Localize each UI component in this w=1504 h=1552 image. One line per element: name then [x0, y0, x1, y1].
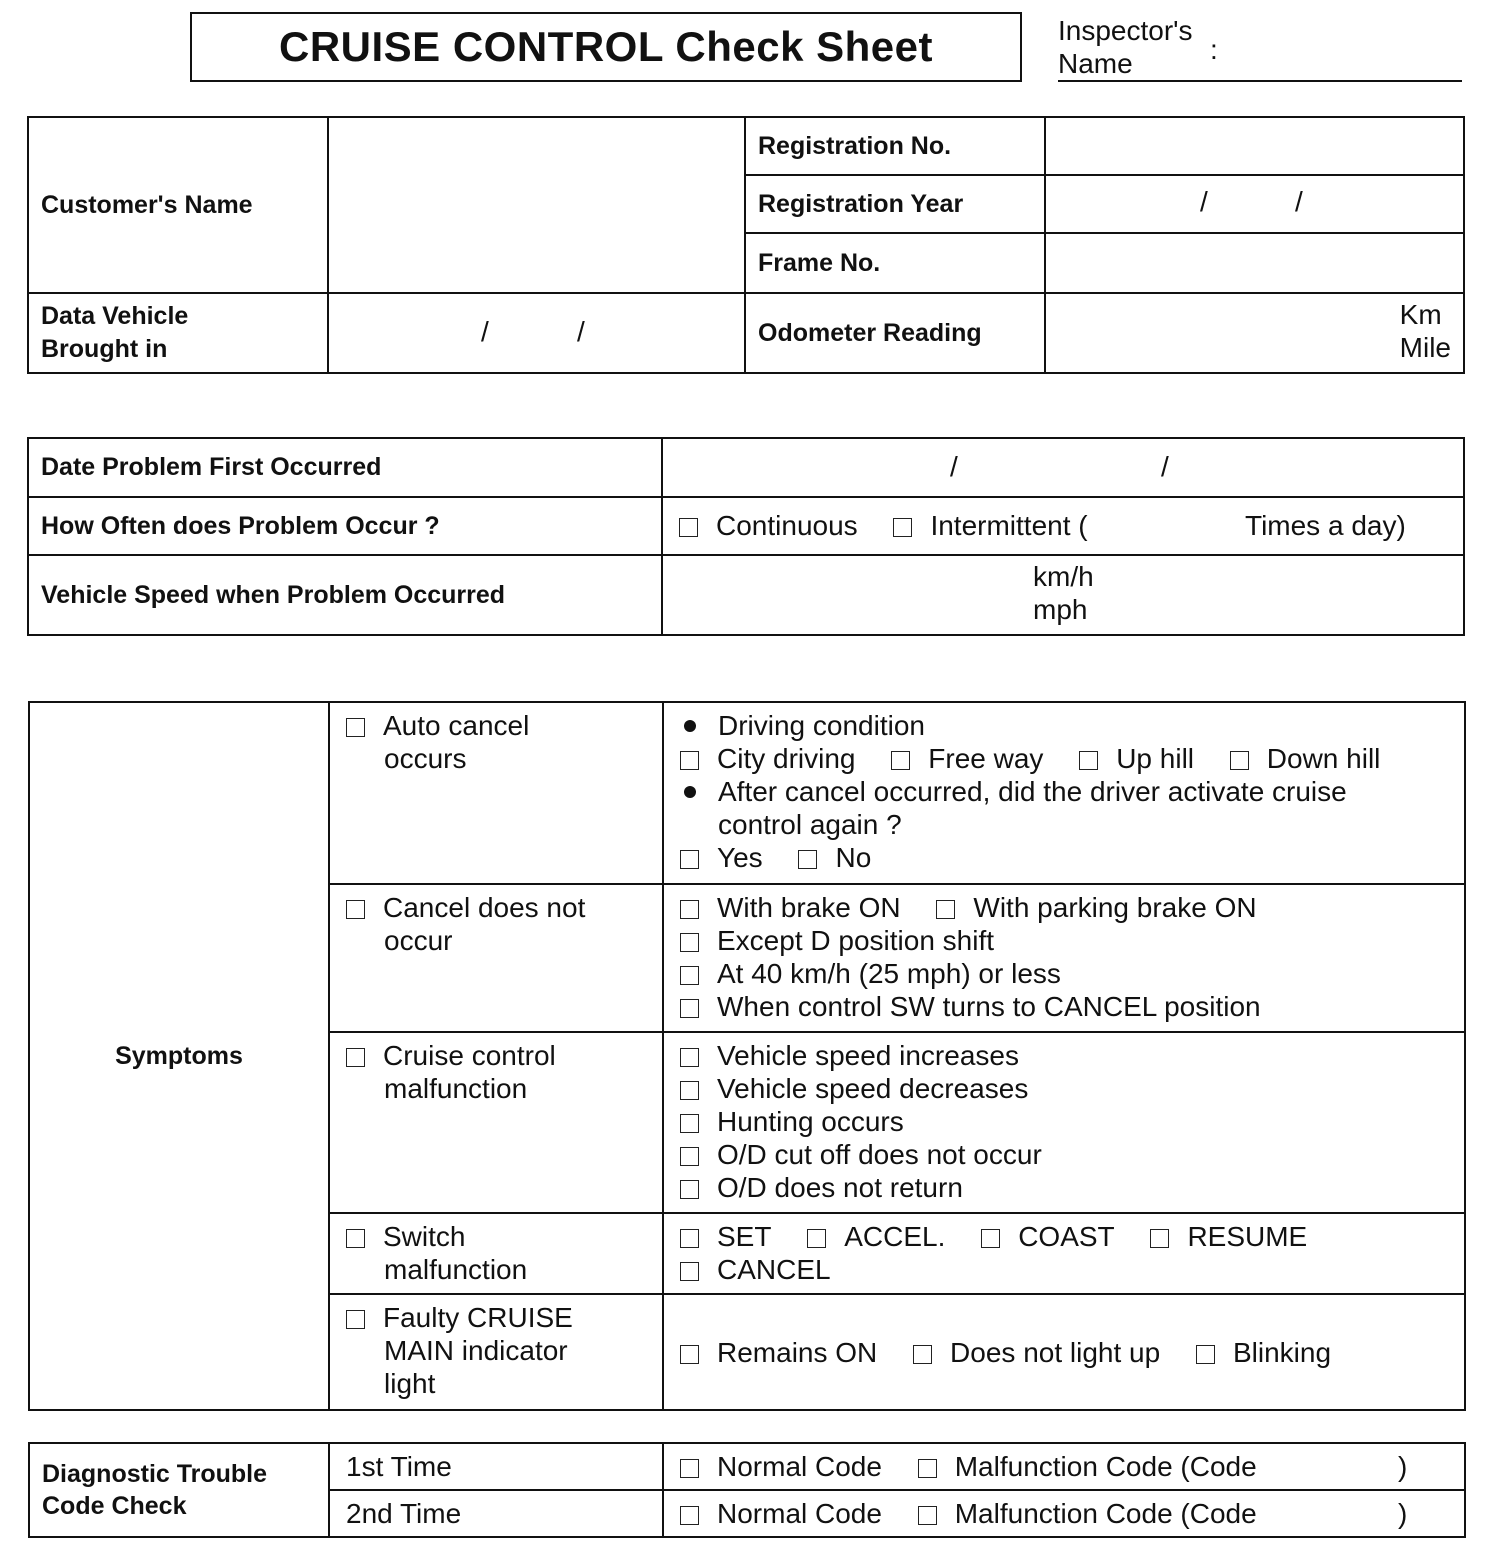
- date-brought-in-label-line1: Data Vehicle: [41, 302, 189, 330]
- auto-cancel-label: Auto cancel: [383, 710, 530, 741]
- blinking-label: Blinking: [1232, 1336, 1332, 1368]
- speed-units: [1033, 560, 1094, 626]
- indicator-label-line2: MAIN indicator: [384, 1335, 568, 1366]
- speed-40-label: At 40 km/h (25 mph) or less: [717, 958, 1061, 989]
- auto-cancel-cell: [329, 702, 663, 884]
- close-paren: ): [1398, 1451, 1408, 1482]
- accel-checkbox[interactable]: [807, 1229, 826, 1248]
- symptoms-table: [28, 701, 1466, 1411]
- unit-mph: mph: [1033, 594, 1088, 625]
- city-driving-label: City driving: [717, 743, 856, 774]
- intermittent-label: Intermittent (: [930, 510, 1088, 541]
- od-cut-off-checkbox[interactable]: [680, 1147, 699, 1166]
- dtc-label: [29, 1443, 329, 1537]
- date-brought-in-label-line2: Brought in: [41, 335, 168, 363]
- brake-on-label: With brake ON: [717, 892, 901, 923]
- date-brought-in-label: [28, 293, 328, 373]
- frame-no-field[interactable]: [1045, 233, 1464, 293]
- date-separator: /: [1200, 186, 1208, 217]
- no-checkbox[interactable]: [798, 850, 817, 869]
- coast-checkbox[interactable]: [981, 1229, 1000, 1248]
- coast-label: COAST: [1018, 1221, 1115, 1252]
- odometer-label: Odometer Reading: [745, 293, 1045, 373]
- dtc-label-line1: Diagnostic Trouble: [42, 1460, 268, 1488]
- uphill-label: Up hill: [1116, 743, 1195, 774]
- odometer-field[interactable]: [1045, 293, 1464, 373]
- malfunction-label: Cruise control: [383, 1040, 556, 1071]
- cancel-checkbox[interactable]: [680, 1262, 699, 1281]
- normal-code-label: Normal Code: [717, 1497, 882, 1529]
- indicator-checkbox[interactable]: [346, 1310, 365, 1329]
- cancel-label: CANCEL: [717, 1254, 831, 1285]
- hunting-label: Hunting occurs: [717, 1106, 904, 1137]
- registration-year-label: Registration Year: [745, 175, 1045, 233]
- inspector-label-line1: Inspector's: [1058, 15, 1193, 46]
- indicator-cell: [329, 1294, 663, 1410]
- control-sw-checkbox[interactable]: [680, 999, 699, 1018]
- not-light-label: Does not light up: [950, 1336, 1161, 1368]
- cancel-not-occur-details: [663, 884, 1465, 1032]
- indicator-label-line3: light: [384, 1368, 436, 1399]
- malfunction-code-checkbox[interactable]: [918, 1506, 937, 1525]
- vehicle-info-table: [27, 116, 1465, 374]
- not-light-checkbox[interactable]: [913, 1345, 932, 1364]
- customer-name-label: Customer's Name: [28, 117, 328, 293]
- inspector-label: [1058, 14, 1193, 80]
- switch-label: Switch: [383, 1221, 466, 1252]
- date-separator: /: [1295, 186, 1303, 217]
- brake-on-checkbox[interactable]: [680, 900, 699, 919]
- normal-code-checkbox[interactable]: [680, 1506, 699, 1525]
- speed-label: Vehicle Speed when Problem Occurred: [28, 555, 662, 635]
- except-d-label: Except D position shift: [717, 925, 995, 956]
- date-first-occurred-label: Date Problem First Occurred: [28, 438, 662, 497]
- date-separator: /: [577, 316, 585, 347]
- cancel-not-occur-checkbox[interactable]: [346, 900, 365, 919]
- speed-decreases-checkbox[interactable]: [680, 1081, 699, 1100]
- downhill-label: Down hill: [1266, 743, 1381, 774]
- odometer-units: [1400, 298, 1451, 364]
- date-brought-in-field[interactable]: [328, 293, 745, 373]
- malfunction-cell: [329, 1032, 663, 1213]
- normal-code-label: Normal Code: [717, 1450, 882, 1482]
- switch-checkbox[interactable]: [346, 1229, 365, 1248]
- malfunction-code-label: Malfunction Code (Code: [954, 1450, 1257, 1482]
- speed-increases-label: Vehicle speed increases: [717, 1040, 1019, 1071]
- set-checkbox[interactable]: [680, 1229, 699, 1248]
- dtc-table: [28, 1442, 1466, 1538]
- freeway-label: Free way: [928, 743, 1044, 774]
- downhill-checkbox[interactable]: [1230, 751, 1249, 770]
- unit-mile: Mile: [1399, 332, 1451, 363]
- bullet-icon: [684, 786, 696, 798]
- date-first-occurred-field[interactable]: [662, 438, 1464, 497]
- cancel-not-occur-cell: [329, 884, 663, 1032]
- times-a-day-label: Times a day): [1245, 510, 1406, 541]
- remains-on-checkbox[interactable]: [680, 1345, 699, 1364]
- city-driving-checkbox[interactable]: [680, 751, 699, 770]
- bullet-icon: [684, 720, 696, 732]
- malfunction-details: [663, 1032, 1465, 1213]
- date-separator: /: [481, 316, 489, 347]
- auto-cancel-label-line2: occurs: [384, 743, 467, 774]
- reactivate-question-line2: control again ?: [718, 809, 902, 840]
- driving-condition-label: Driving condition: [718, 710, 925, 741]
- page-title: CRUISE CONTROL Check Sheet: [190, 12, 1022, 82]
- indicator-details: [663, 1294, 1465, 1410]
- inspector-colon: :: [1210, 34, 1218, 65]
- how-often-options: [662, 497, 1464, 555]
- yes-label: Yes: [717, 842, 763, 873]
- reactivate-question: After cancel occurred, did the driver activate cruise: [718, 776, 1347, 807]
- od-not-return-label: O/D does not return: [717, 1172, 963, 1203]
- customer-name-field[interactable]: [328, 117, 745, 293]
- problem-info-table: [27, 437, 1465, 636]
- parking-brake-on-label: With parking brake ON: [973, 892, 1257, 923]
- freeway-checkbox[interactable]: [891, 751, 910, 770]
- registration-no-label: Registration No.: [745, 117, 1045, 175]
- uphill-checkbox[interactable]: [1079, 751, 1098, 770]
- registration-year-field[interactable]: [1045, 175, 1464, 233]
- malfunction-code-label: Malfunction Code (Code: [954, 1497, 1257, 1529]
- continuous-checkbox[interactable]: [679, 518, 698, 537]
- inspector-label-line2: Name: [1058, 48, 1133, 79]
- normal-code-checkbox[interactable]: [680, 1459, 699, 1478]
- unit-kmh: km/h: [1033, 561, 1094, 592]
- registration-no-field[interactable]: [1045, 117, 1464, 175]
- first-time-options: [663, 1443, 1465, 1490]
- parking-brake-on-checkbox[interactable]: [936, 900, 955, 919]
- dtc-label-line2: Code Check: [42, 1492, 187, 1520]
- malfunction-label-line2: malfunction: [384, 1073, 528, 1104]
- hunting-checkbox[interactable]: [680, 1114, 699, 1133]
- auto-cancel-checkbox[interactable]: [346, 718, 365, 737]
- frame-no-label: Frame No.: [745, 233, 1045, 293]
- first-time-label: 1st Time: [329, 1443, 663, 1490]
- date-separator: /: [950, 451, 958, 482]
- speed-decreases-label: Vehicle speed decreases: [717, 1073, 1029, 1104]
- blinking-checkbox[interactable]: [1196, 1345, 1215, 1364]
- continuous-label: Continuous: [716, 510, 858, 541]
- switch-label-line2: malfunction: [384, 1254, 528, 1285]
- how-often-label: How Often does Problem Occur ?: [28, 497, 662, 555]
- except-d-checkbox[interactable]: [680, 933, 699, 952]
- resume-checkbox[interactable]: [1150, 1229, 1169, 1248]
- speed-40-checkbox[interactable]: [680, 966, 699, 985]
- set-label: SET: [717, 1221, 772, 1252]
- speed-increases-checkbox[interactable]: [680, 1048, 699, 1067]
- inspector-name-field[interactable]: [1058, 80, 1462, 82]
- malfunction-code-checkbox[interactable]: [918, 1459, 937, 1478]
- od-cut-off-label: O/D cut off does not occur: [717, 1139, 1042, 1170]
- malfunction-checkbox[interactable]: [346, 1048, 365, 1067]
- close-paren: ): [1398, 1498, 1408, 1529]
- accel-label: ACCEL.: [844, 1221, 946, 1252]
- control-sw-label: When control SW turns to CANCEL position: [717, 991, 1261, 1022]
- unit-km: Km: [1399, 299, 1442, 330]
- second-time-label: 2nd Time: [329, 1490, 663, 1537]
- speed-field[interactable]: [662, 555, 1464, 635]
- intermittent-checkbox[interactable]: [893, 518, 912, 537]
- cancel-not-occur-label: Cancel does not: [383, 892, 586, 923]
- indicator-label: Faulty CRUISE: [383, 1302, 573, 1333]
- date-separator: /: [1161, 451, 1169, 482]
- second-time-options: [663, 1490, 1465, 1537]
- yes-checkbox[interactable]: [680, 850, 699, 869]
- remains-on-label: Remains ON: [717, 1336, 878, 1368]
- od-not-return-checkbox[interactable]: [680, 1180, 699, 1199]
- symptoms-label: Symptoms: [29, 702, 329, 1410]
- switch-details: [663, 1213, 1465, 1294]
- cancel-not-occur-label-line2: occur: [384, 925, 453, 956]
- no-label: No: [835, 842, 872, 873]
- switch-cell: [329, 1213, 663, 1294]
- resume-label: RESUME: [1187, 1221, 1308, 1252]
- auto-cancel-details: [663, 702, 1465, 884]
